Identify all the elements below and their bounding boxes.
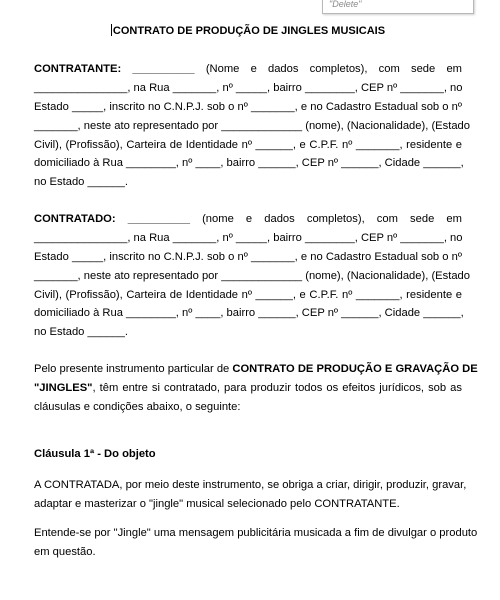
contratante-label: CONTRATANTE: __________ (34, 63, 195, 75)
paragraph-line: A CONTRATADA, por meio deste instrumento, se obriga a criar, dirigir, produzir, gravar, (34, 479, 467, 491)
paragraph-line: Estado _____, inscrito no C.N.P.J. sob o nº _______, e no Cadastro Estadual sob o nº (34, 100, 462, 113)
paragraph-line: Civil), (Profissão), Carteira de Identidade nº ______, e C.P.F. nº _______, residente e (34, 138, 462, 151)
paragraph-line: no Estado ______. (34, 326, 128, 339)
paragraph-line: Pelo presente instrumento particular de CONTRATO DE PRODUÇÃO E GRAVAÇÃO DE (34, 363, 478, 375)
paragraph-line: _______, neste ato representado por _____________ (nome), (Nacionalidade), (Estado (34, 119, 470, 132)
preamble-paragraph (34, 360, 478, 417)
paragraph-line: adaptar e masterizar o "jingle" musical selecionado pelo CONTRATANTE. (34, 497, 400, 510)
paragraph-line: _______________, na Rua _______, nº _____, bairro ________, CEP nº _______, no (34, 231, 463, 244)
clause-1-heading: Cláusula 1ª - Do objeto (34, 448, 156, 460)
clause-1-paragraph-1 (34, 476, 467, 514)
delete-tag-text: "Delete" (329, 0, 362, 9)
paragraph-line: domiciliado à Rua ________, nº ____, bairro ______, CEP nº ______, Cidade ______, (34, 157, 464, 170)
clause-1-paragraph-2 (34, 524, 478, 562)
contratado-label: CONTRATADO: __________ (34, 213, 190, 225)
paragraph-line: _______________, na Rua _______, nº _____, bairro ________, CEP nº _______, no (34, 81, 463, 94)
paragraph-line: "JINGLES", têm entre si contratado, para produzir todos os efeitos jurídicos, sob as (34, 381, 462, 394)
paragraph-line: Civil), (Profissão), Carteira de Identidade nº ______, e C.P.F. nº _______, residente e (34, 288, 462, 301)
document-title: CONTRATO DE PRODUÇÃO DE JINGLES MUSICAIS (112, 25, 386, 37)
paragraph-line: cláusulas e condições abaixo, o seguinte: (34, 400, 241, 413)
text-cursor (111, 24, 112, 36)
paragraph-line: _______, neste ato representado por _____________ (nome), (Nacionalidade), (Estado (34, 269, 470, 282)
contratante-paragraph (34, 60, 470, 192)
delete-tag (322, 0, 474, 14)
paragraph-line: CONTRATADO: __________ (nome e dados completos), com sede em (34, 213, 462, 225)
paragraph-line: no Estado ______. (34, 176, 128, 189)
paragraph-line: domiciliado à Rua ________, nº ____, bairro ______, CEP nº ______, Cidade ______, (34, 307, 464, 320)
contratado-paragraph (34, 210, 470, 342)
paragraph-line: em questão. (34, 545, 96, 558)
paragraph-line: Estado _____, inscrito no C.N.P.J. sob o nº _______, e no Cadastro Estadual sob o nº (34, 250, 462, 263)
paragraph-line: Entende-se por "Jingle" uma mensagem publicitária musicada a fim de divulgar o produto (34, 527, 478, 539)
paragraph-line: CONTRATANTE: __________ (Nome e dados completos), com sede em (34, 63, 462, 75)
